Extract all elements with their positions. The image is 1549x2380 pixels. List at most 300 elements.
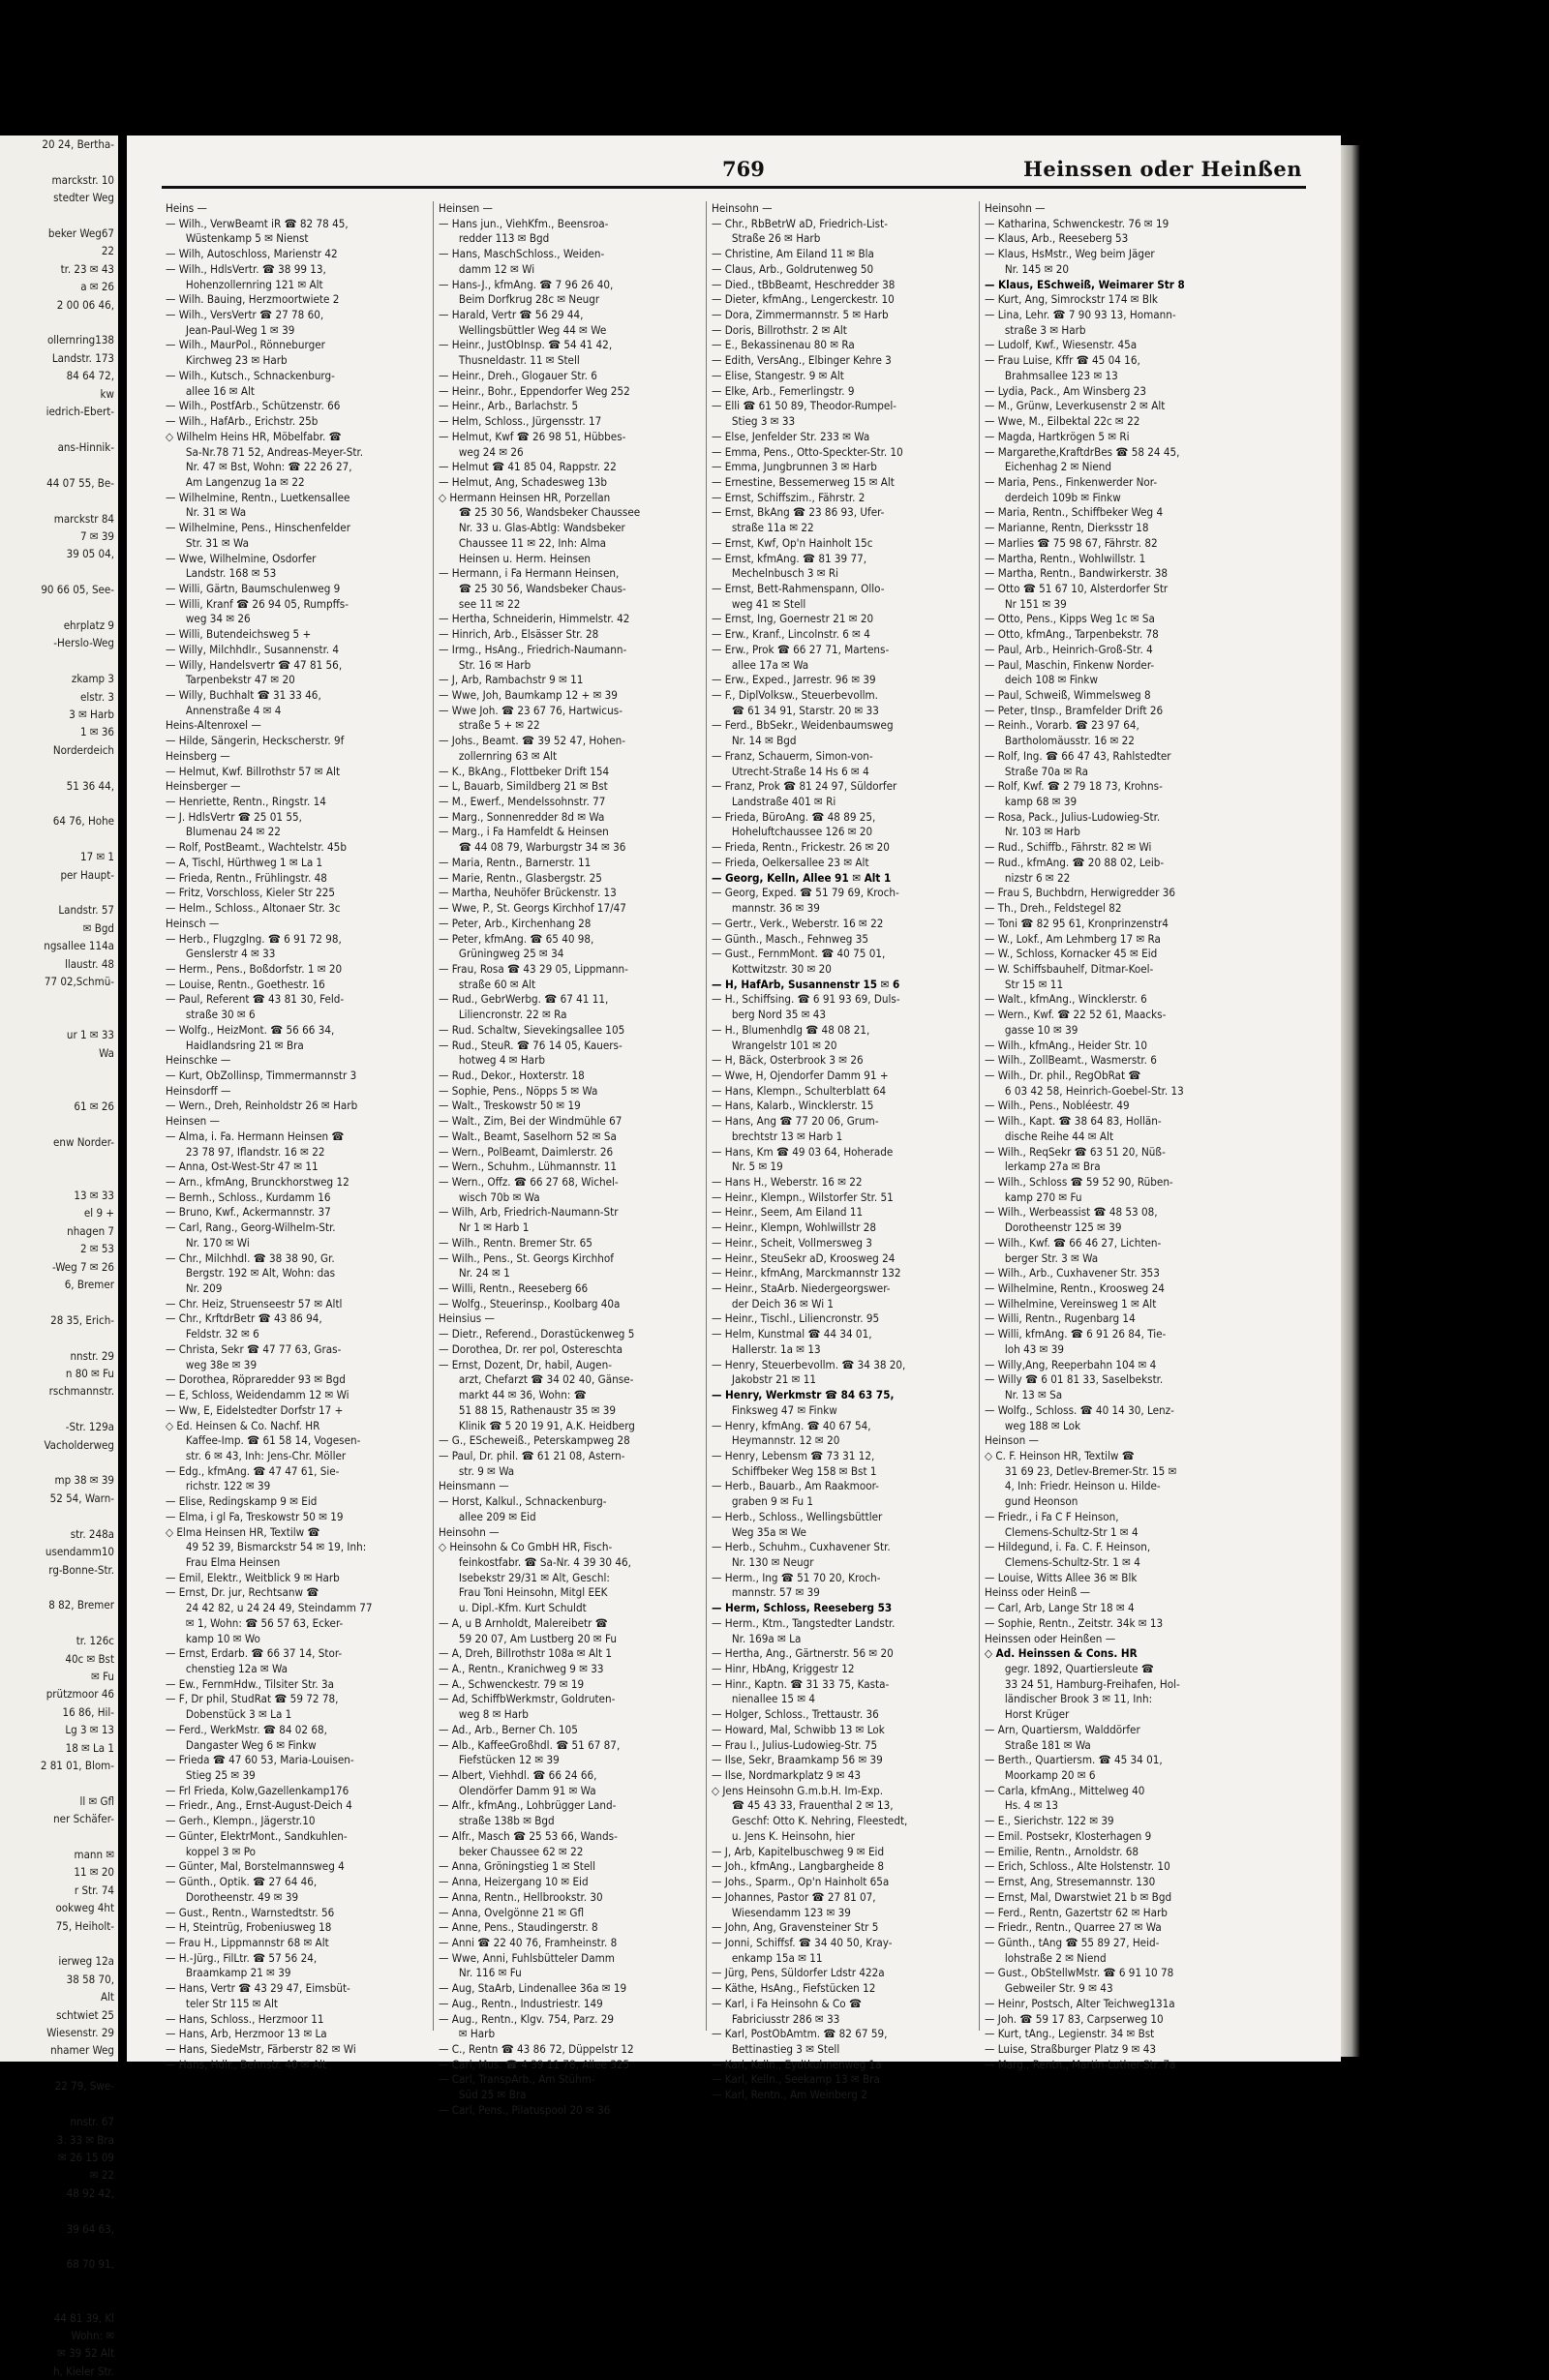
directory-entry-line: — Irmg., HsAng., Friedrich-Naumann- <box>439 642 627 656</box>
directory-entry-line: straße 5 + ✉ 22 <box>439 718 540 733</box>
directory-entry-line: weg 188 ✉ Lok <box>985 1418 1081 1432</box>
directory-entry-line: — Frl Frieda, Kolw,Gazellenkamp176 <box>166 1783 349 1797</box>
directory-entry-line: — Hans, MaschSchloss., Weiden- <box>439 247 605 261</box>
directory-entry-line: — Rolf, PostBeamt., Wachtelstr. 45b <box>166 840 347 855</box>
directory-entry-line: — Heinr., kfmAng, Marckmannstr 132 <box>712 1266 901 1280</box>
directory-entry-line: — Th., Dreh., Feldstegel 82 <box>985 901 1122 916</box>
directory-entry-line: — Wwe, M., Eilbektal 22c ✉ 22 <box>985 414 1140 429</box>
directory-entry-line: — Wilh. Bauing, Herzmoortwiete 2 <box>166 292 340 307</box>
directory-entry-line: — Otto ☎ 51 67 10, Alsterdorfer Str <box>985 581 1169 595</box>
directory-entry-line: — Paul, Schweiß, Wimmelsweg 8 <box>985 688 1151 702</box>
fragment-line: 39 05 04, <box>66 547 114 561</box>
surname-heading: Heinsberg — <box>166 748 230 763</box>
directory-entry-line: Hohenzollernring 121 ✉ Alt <box>166 277 323 291</box>
directory-entry-line: — Walt., Treskowstr 50 ✉ 19 <box>439 1099 581 1113</box>
directory-entry-line: berg Nord 35 ✉ 43 <box>712 1008 827 1022</box>
directory-entry-line: — M., Ewerf., Mendelssohnstr. 77 <box>439 795 606 809</box>
fragment-line: Wa <box>99 1045 114 1060</box>
directory-entry-line: — Marg., i Fa Hamfeldt & Heinsen <box>439 825 609 839</box>
directory-entry-line: — Horst, Kalkul., Schnackenburg- <box>439 1494 607 1509</box>
directory-entry-line: — Wwe, Anni, Fuhlsbütteler Damm <box>439 1950 615 1965</box>
surname-heading: Heinsch — <box>166 916 220 930</box>
directory-entry-line: — Wolfg., Steuerinsp., Koolbarg 40a <box>439 1296 621 1311</box>
directory-entry-line: weg 38e ✉ 39 <box>166 1357 258 1371</box>
directory-entry-line: — Erw., Prok ☎ 66 27 71, Martens- <box>712 642 890 656</box>
directory-entry-line: — Claus, Arb., Goldrutenweg 50 <box>712 261 874 276</box>
directory-entry-line: Kirchweg 23 ✉ Harb <box>166 353 288 368</box>
directory-entry-line: — Hermann, i Fa Hermann Heinsen, <box>439 566 620 581</box>
fragment-line: ✉ 22 <box>89 2168 114 2183</box>
fragment-line: Wiesenstr. 29 <box>46 2026 114 2040</box>
directory-entry-line: — Wwe, Wilhelmine, Osdorfer <box>166 551 317 565</box>
directory-entry-line: — Rud., SteuR. ☎ 76 14 05, Kauers- <box>439 1038 623 1052</box>
directory-entry-line: Nr. 169a ✉ La <box>712 1631 802 1645</box>
directory-entry-line: weg 34 ✉ 26 <box>166 612 251 626</box>
directory-entry-line: — Else, Jenfelder Str. 233 ✉ Wa <box>712 429 870 443</box>
fragment-line <box>0 1935 118 1952</box>
directory-entry-line: — H, Bäck, Osterbrook 3 ✉ 26 <box>712 1053 864 1068</box>
directory-entry-line: — Rud., Dekor., Hoxterstr. 18 <box>439 1068 585 1082</box>
fragment-line: ner Schäfer- <box>53 1812 114 1826</box>
directory-entry-line: — Helmut, Kwf. Billrothstr 57 ✉ Alt <box>166 764 341 778</box>
directory-entry-line: — Maria, Rentn., Barnerstr. 11 <box>439 855 592 869</box>
directory-entry-line: Isebekstr 29/31 ✉ Alt, Geschl: <box>439 1570 610 1584</box>
fragment-line: ngsallee 114a <box>44 939 114 953</box>
directory-entry-line: — Harald, Vertr ☎ 56 29 44, <box>439 308 584 322</box>
directory-entry-line: Kottwitzstr. 30 ✉ 20 <box>712 961 832 976</box>
directory-entry-line: — Marianne, Rentn, Dierksstr 18 <box>985 521 1149 535</box>
directory-entry-line: Bettinastieg 3 ✉ Stell <box>712 2041 840 2056</box>
directory-entry-line: allee 17a ✉ Wa <box>712 657 809 672</box>
directory-entry-line: — Rolf, Kwf. ☎ 2 79 18 73, Krohns- <box>985 779 1163 794</box>
fragment-line: tr. 23 ✉ 43 <box>60 261 114 276</box>
directory-entry-line: Klinik ☎ 5 20 19 91, A.K. Heidberg <box>439 1418 635 1432</box>
directory-entry-line: straße 60 ✉ Alt <box>439 977 536 991</box>
directory-entry-line: — Margarethe,KraftdrBes ☎ 58 24 45, <box>985 444 1180 459</box>
directory-entry-line: lerkamp 27a ✉ Bra <box>985 1160 1101 1174</box>
column-4 <box>985 201 1261 2087</box>
directory-entry-line: — Hans, Arb, Herzmoor 13 ✉ La <box>166 2027 327 2041</box>
directory-entry-line: — Hans, Schloss., Herzmoor 11 <box>166 2011 324 2026</box>
directory-entry-line: — Karl, Kelln., Eydtkuhnenweg 1a <box>712 2057 882 2071</box>
directory-entry-line: — W. Schiffsbauhelf, Ditmar-Koel- <box>985 961 1154 976</box>
surname-heading: Heinsohn — <box>712 201 773 215</box>
directory-entry-line: — Toni ☎ 82 95 61, Kronprinzenstr4 <box>985 916 1169 930</box>
fragment-line: nnstr. 67 <box>70 2115 114 2129</box>
directory-entry-line: — L, Bauarb, Simildberg 21 ✉ Bst <box>439 779 608 794</box>
directory-entry-line: u. Dipl.-Kfm. Kurt Schuldt <box>439 1601 587 1615</box>
directory-entry-line: Dobenstück 3 ✉ La 1 <box>166 1707 292 1722</box>
directory-entry-line: 31 69 23, Detlev-Bremer-Str. 15 ✉ <box>985 1463 1177 1478</box>
fragment-line: -Herslo-Weg <box>53 636 114 650</box>
directory-entry-line: — Wwe, H, Ojendorfer Damm 91 + <box>712 1068 889 1082</box>
directory-entry-line: ländischer Brook 3 ✉ 11, Inh: <box>985 1692 1153 1706</box>
directory-entry-line: — Ww, E, Eidelstedter Dorfstr 17 + <box>166 1402 344 1417</box>
directory-entry-line: Geschf: Otto K. Nehring, Fleestedt, <box>712 1814 908 1828</box>
directory-entry-line: — Wolfg., Schloss. ☎ 40 14 30, Lenz- <box>985 1402 1174 1417</box>
fragment-line: ✉ 39 52 Alt <box>57 2346 114 2361</box>
directory-entry-line: — Carl, Mus. ☎ 4 39 11 78, Allee 325 <box>439 2057 630 2071</box>
directory-entry-line: — Jonni, Schiffsf. ☎ 34 40 50, Kray- <box>712 1935 893 1949</box>
directory-entry-line: Nr. 31 ✉ Wa <box>166 505 247 520</box>
directory-entry-line: — Carl, Rang., Georg-Wilhelm-Str. <box>166 1220 336 1235</box>
directory-entry-line: — Hans, Ang ☎ 77 20 06, Grum- <box>712 1114 879 1129</box>
directory-entry-line: Nr. 103 ✉ Harb <box>985 825 1080 839</box>
fragment-line: nhamer Weg <box>50 2043 114 2058</box>
directory-entry-line: — H., Blumenhdlg ☎ 48 08 21, <box>712 1022 870 1037</box>
directory-entry-line: — Georg, Exped. ☎ 51 79 69, Kroch- <box>712 886 899 900</box>
directory-entry-line: — Willy, Milchhdlr., Susannenstr. 4 <box>166 642 340 656</box>
directory-entry-line: — Wilh., Pens., Nobléestr. 49 <box>985 1099 1130 1113</box>
directory-entry-line: Straße 181 ✉ Wa <box>985 1737 1091 1752</box>
directory-entry-line: — Doris, Billrothstr. 2 ✉ Alt <box>712 322 847 337</box>
directory-entry-line: — John, Ang, Gravensteiner Str 5 <box>712 1920 879 1935</box>
directory-entry-line: Beim Dorfkrug 28c ✉ Neugr <box>439 292 600 307</box>
directory-entry-line: — Magda, Hartkrögen 5 ✉ Ri <box>985 429 1130 443</box>
directory-entry-line: — Herm., Pens., Boßdorfstr. 1 ✉ 20 <box>166 961 343 976</box>
surname-heading: Heinsmann — <box>439 1479 509 1493</box>
directory-entry-line: — Walt., Zim, Bei der Windmühle 67 <box>439 1114 623 1129</box>
directory-entry-line: — Wilh., Kwf. ☎ 66 46 27, Lichten- <box>985 1235 1162 1250</box>
directory-entry-line: — Rud., Schiffb., Fährstr. 82 ✉ Wi <box>985 840 1152 855</box>
directory-entry-line: redder 113 ✉ Bgd <box>439 231 550 246</box>
fragment-line: 84 64 72, <box>66 369 114 383</box>
directory-entry-line: — Ernst, Ang, Stresemannstr. 130 <box>985 1875 1156 1889</box>
directory-entry-line: Hallerstr. 1a ✉ 13 <box>712 1341 821 1356</box>
directory-entry-line: — Carla, kfmAng., Mittelweg 40 <box>985 1783 1145 1797</box>
fragment-line <box>0 795 118 812</box>
directory-entry-line: — Bernh., Schloss., Kurdamm 16 <box>166 1190 331 1204</box>
directory-entry-line: — H.-Jürg., FilLtr. ☎ 57 56 24, <box>166 1950 318 1965</box>
directory-entry-line: — Wern., Offz. ☎ 66 27 68, Wichel- <box>439 1175 619 1189</box>
fragment-line: ll ✉ Gfl <box>79 1793 114 1808</box>
directory-entry-line: straße 30 ✉ 6 <box>166 1008 256 1022</box>
directory-entry-line: — Wern., PolBeamt, Daimlerstr. 26 <box>439 1144 614 1159</box>
fragment-line: 11 ✉ 20 <box>74 1865 114 1880</box>
directory-entry-line: — Wilh., MaurPol., Rönneburger <box>166 338 325 352</box>
fragment-line: h, Kieler Str. <box>52 2364 114 2378</box>
fragment-line <box>0 884 118 901</box>
fragment-line: ✉ Fu <box>91 1669 114 1683</box>
directory-entry-line: ☎ 25 30 56, Wandsbeker Chaussee <box>439 505 641 520</box>
directory-entry-line: nienallee 15 ✉ 4 <box>712 1692 816 1706</box>
directory-entry-line: — Johannes, Pastor ☎ 27 81 07, <box>712 1889 876 1904</box>
directory-entry-line: Genslerstr 4 ✉ 33 <box>166 947 276 961</box>
directory-entry-line: — Anne, Pens., Staudingerstr. 8 <box>439 1920 598 1935</box>
fragment-line: beker Weg67 <box>47 226 114 241</box>
directory-entry-line: — Karl, PostObAmtm. ☎ 82 67 59, <box>712 2027 888 2041</box>
directory-entry-line: Chaussee 11 ✉ 22, Inh: Alma <box>439 535 607 550</box>
directory-entry-line: Stieg 25 ✉ 39 <box>166 1768 256 1783</box>
directory-entry-line: — Günter, ElektrMont., Sandkuhlen- <box>166 1828 348 1843</box>
directory-entry-line: — Henry, kfmAng. ☎ 40 67 54, <box>712 1418 871 1432</box>
directory-entry-line: — Hans, Hdlr., Behnstr. 40 ✉ Alt <box>166 2057 327 2071</box>
fragment-line: 3. 33 ✉ Bra <box>56 2132 114 2147</box>
directory-entry-line: — Marg., Rentn., Martin-Luther-Str. 7a <box>985 2057 1176 2071</box>
directory-entry-line: — H., Schiffsing. ☎ 6 91 93 69, Duls- <box>712 992 900 1007</box>
fragment-line <box>0 563 118 581</box>
directory-entry-line: — Wilh., kfmAng., Heider Str. 10 <box>985 1038 1147 1052</box>
directory-entry-line: Wellingsbüttler Weg 44 ✉ We <box>439 322 607 337</box>
directory-entry-line: — Wwe, Joh, Baumkamp 12 + ✉ 39 <box>439 688 618 702</box>
directory-entry-line: — J, Arb, Rambachstr 9 ✉ 11 <box>439 673 584 687</box>
directory-entry-line: — Wilh., HafArb., Erichstr. 25b <box>166 414 319 429</box>
directory-entry-line: — Willi, kfmAng. ☎ 6 91 26 84, Tie- <box>985 1327 1167 1341</box>
fragment-line: 2 81 01, Blom- <box>40 1758 114 1772</box>
fragment-line: Lg 3 ✉ 13 <box>65 1723 114 1737</box>
directory-entry-line: — Henry, Lebensm ☎ 73 31 12, <box>712 1448 875 1462</box>
fragment-line: marckstr. 10 <box>51 172 114 187</box>
directory-entry-line: — Anna, Heizergang 10 ✉ Eid <box>439 1875 589 1889</box>
directory-entry-line: 4, Inh: Friedr. Heinson u. Hilde- <box>985 1479 1161 1493</box>
directory-entry-line: — Dora, Zimmermannstr. 5 ✉ Harb <box>712 308 889 322</box>
directory-entry-line: ✉ Harb <box>439 2027 496 2041</box>
directory-entry-line: — Friedr., Ang., Ernst-August-Deich 4 <box>166 1798 352 1813</box>
directory-entry-line: — Ernst, kfmAng. ☎ 81 39 77, <box>712 551 867 565</box>
directory-entry-line: — Ernst, Mal, Dwarstwiet 21 b ✉ Bgd <box>985 1889 1172 1904</box>
directory-entry-line: — Wilh., Schloss ☎ 59 52 90, Rüben- <box>985 1175 1173 1189</box>
directory-entry-line: — Elke, Arb., Femerlingstr. 9 <box>712 383 855 398</box>
directory-entry-line: — Ad, SchiffbWerkmstr, Goldruten- <box>439 1692 616 1706</box>
fragment-line: 38 58 70, <box>66 1972 114 1986</box>
directory-entry-line: — Wern., Dreh, Reinholdstr 26 ✉ Harb <box>166 1099 358 1113</box>
fragment-line <box>0 2238 118 2255</box>
directory-entry-line: ◇ Heinsohn & Co GmbH HR, Fisch- <box>439 1540 613 1554</box>
directory-entry-line: — Frau Luise, Kffr ☎ 45 04 16, <box>985 353 1140 368</box>
directory-entry-line: — Wilh., Rentn. Bremer Str. 65 <box>439 1235 592 1250</box>
directory-entry-line: — Hans jun., ViehKfm., Beensroa- <box>439 216 609 230</box>
directory-entry-line: — Gust., ObStellwMstr. ☎ 6 91 10 78 <box>985 1966 1174 1980</box>
directory-entry-line: mannstr. 57 ✉ 39 <box>712 1585 820 1600</box>
page-number: 769 <box>722 157 765 181</box>
directory-entry-line: ◇ Elma Heinsen HR, Textilw ☎ <box>166 1524 320 1539</box>
directory-entry-line: — Wilh, Arb, Friedrich-Naumann-Str <box>439 1205 619 1220</box>
directory-entry-line: — Hans H., Weberstr. 16 ✉ 22 <box>712 1175 863 1189</box>
directory-entry-line: Gebweiler Str. 9 ✉ 43 <box>985 1981 1113 1996</box>
directory-entry-line: — Günter, Mal, Borstelmannsweg 4 <box>166 1859 345 1874</box>
directory-entry-line: — Wilh., PostfArb., Schützenstr. 66 <box>166 399 341 413</box>
directory-entry-line: Nr. 145 ✉ 20 <box>985 261 1070 276</box>
directory-entry-line: — A., Rentn., Kranichweg 9 ✉ 33 <box>439 1662 604 1675</box>
fragment-line: 52 54, Warn- <box>49 1491 114 1505</box>
directory-entry-line: — Herb., Schuhm., Cuxhavener Str. <box>712 1540 891 1554</box>
directory-entry-line: — Hilde, Sängerin, Heckscherstr. 9f <box>166 734 345 748</box>
fragment-line <box>0 2274 118 2291</box>
directory-entry-line: — Wern., Schuhm., Lühmannstr. 11 <box>439 1160 617 1174</box>
fragment-line: 7 ✉ 39 <box>80 528 114 543</box>
directory-entry-line: Nr 1 ✉ Harb 1 <box>439 1220 530 1235</box>
fragment-line: Norderdeich <box>52 742 114 757</box>
directory-entry-line: Jakobstr 21 ✉ 11 <box>712 1372 816 1387</box>
directory-entry-line: — Rolf, Ing. ☎ 66 47 43, Rahlstedter <box>985 748 1171 763</box>
directory-entry-line: — Erw., Kranf., Lincolnstr. 6 ✉ 4 <box>712 627 870 642</box>
directory-entry-line: — Ernst, Dozent, Dr, habil, Augen- <box>439 1357 612 1371</box>
directory-entry-line: — H, HafArb, Susannenstr 15 ✉ 6 <box>712 977 900 991</box>
directory-entry-line: — Georg, Kelln, Allee 91 ✉ Alt 1 <box>712 870 892 885</box>
directory-entry-line: Mechelnbusch 3 ✉ Ri <box>712 566 839 581</box>
directory-entry-line: straße 3 ✉ Harb <box>985 322 1086 337</box>
directory-entry-line: — Erich, Schloss., Alte Holstenstr. 10 <box>985 1859 1170 1874</box>
directory-entry-line: ◇ Ed. Heinsen & Co. Nachf. HR <box>166 1418 320 1432</box>
directory-entry-line: Utrecht-Straße 14 Hs 6 ✉ 4 <box>712 764 869 778</box>
directory-entry-line: — Willy, Handelsvertr ☎ 47 81 56, <box>166 657 343 672</box>
directory-entry-line: Braamkamp 21 ✉ 39 <box>166 1966 291 1980</box>
directory-entry-line: — Herm., Ing ☎ 51 70 20, Kroch- <box>712 1570 881 1584</box>
directory-entry-line: — Alb., KaffeeGroßhdl. ☎ 51 67 87, <box>439 1737 621 1752</box>
surname-heading: Heinsdorff — <box>166 1083 231 1098</box>
fragment-line <box>0 1080 118 1098</box>
surname-heading: Heinson — <box>985 1433 1039 1448</box>
directory-entry-line: Dangaster Weg 6 ✉ Finkw <box>166 1737 317 1752</box>
directory-entry-line: allee 16 ✉ Alt <box>166 383 255 398</box>
directory-page <box>127 136 1341 2117</box>
directory-entry-line: — Gerh., Klempn., Jägerstr.10 <box>166 1814 316 1828</box>
directory-entry-line: — Ludolf, Kwf., Wiesenstr. 45a <box>985 338 1138 352</box>
directory-entry-line: 23 78 97, Iflandstr. 16 ✉ 22 <box>166 1144 325 1159</box>
directory-entry-line: allee 209 ✉ Eid <box>439 1509 536 1523</box>
directory-entry-line: arzt, Chefarzt ☎ 34 02 40, Gänse- <box>439 1372 634 1387</box>
directory-entry-line: — Kurt, Ang, Simrockstr 174 ✉ Blk <box>985 292 1158 307</box>
directory-entry-line: — Frieda, Rentn., Frühlingstr. 48 <box>166 870 327 885</box>
directory-entry-line: — Heinr., Dreh., Glogauer Str. 6 <box>439 368 597 382</box>
directory-entry-line: — Arn., kfmAng, Brunckhorstweg 12 <box>166 1175 349 1189</box>
directory-entry-line: — Frieda ☎ 47 60 53, Maria-Louisen- <box>166 1753 354 1767</box>
directory-entry-line: — Emma, Pens., Otto-Speckter-Str. 10 <box>712 444 903 459</box>
directory-entry-line: chenstieg 12a ✉ Wa <box>166 1662 289 1675</box>
directory-entry-line: — Anna, Ovelgönne 21 ✉ Gfl <box>439 1905 585 1919</box>
fragment-line: 40c ✉ Bst <box>65 1651 114 1666</box>
directory-entry-line: — Christine, Am Eiland 11 ✉ Bla <box>712 247 874 261</box>
fragment-line: 8 82, Bremer <box>48 1598 114 1612</box>
fragment-line <box>0 1293 118 1311</box>
directory-entry-line: Brahmsallee 123 ✉ 13 <box>985 368 1118 382</box>
directory-entry-line: — Joh., kfmAng., Langbargheide 8 <box>712 1859 884 1874</box>
directory-entry-line: ◇ Wilhelm Heins HR, Möbelfabr. ☎ <box>166 429 342 443</box>
fragment-line: 18 ✉ La 1 <box>65 1740 114 1755</box>
directory-entry-line: — Ew., FernmHdw., Tilsiter Str. 3a <box>166 1676 335 1691</box>
directory-entry-line: — Wilh., VerwBeamt iR ☎ 82 78 45, <box>166 216 349 230</box>
directory-entry-line: — Herb., Bauarb., Am Raakmoor- <box>712 1479 879 1493</box>
fragment-line: rschmannstr. <box>48 1384 114 1399</box>
directory-entry-line: 59 20 07, Am Lustberg 20 ✉ Fu <box>439 1631 617 1645</box>
column-divider <box>433 201 434 2031</box>
directory-entry-line: — Wilh., Arb., Cuxhavener Str. 353 <box>985 1266 1160 1280</box>
directory-entry-line: — E., Bekassinenau 80 ✉ Ra <box>712 338 855 352</box>
directory-entry-line: Wiesendamm 123 ✉ 39 <box>712 1905 851 1919</box>
fragment-line <box>0 1009 118 1026</box>
directory-entry-line: 6 03 42 58, Heinrich-Goebel-Str. 13 <box>985 1083 1184 1098</box>
directory-entry-line: der Deich 36 ✉ Wi 1 <box>712 1296 835 1311</box>
fragment-line: per Haupt- <box>60 867 114 882</box>
directory-entry-line: — Johs., Sparm., Op'n Hainholt 65a <box>712 1875 890 1889</box>
directory-entry-line: — Willi, Gärtn, Baumschulenweg 9 <box>166 581 341 595</box>
directory-entry-line: — Howard, Mal, Schwibb 13 ✉ Lok <box>712 1722 885 1736</box>
directory-entry-line: — Carl, TranspArb., Am Stühm- <box>439 2072 595 2087</box>
directory-entry-line: — Herb., Flugzglng. ☎ 6 91 72 98, <box>166 931 342 946</box>
surname-heading: Heinsohn — <box>439 1524 500 1539</box>
directory-entry-line: weg 24 ✉ 26 <box>439 444 524 459</box>
directory-entry-line: Nr. 24 ✉ 1 <box>439 1266 510 1280</box>
directory-entry-line: — Marlies ☎ 75 98 67, Fährstr. 82 <box>985 535 1158 550</box>
directory-entry-line: — M., Grünw, Leverkusenstr 2 ✉ Alt <box>985 399 1166 413</box>
directory-entry-line: — A, Dreh, Billrothstr 108a ✉ Alt 1 <box>439 1646 613 1661</box>
directory-entry-line: — Frau H., Lippmannstr 68 ✉ Alt <box>166 1935 329 1949</box>
directory-entry-line: — Wern., Kwf. ☎ 22 52 61, Maacks- <box>985 1008 1167 1022</box>
fragment-line <box>0 1062 118 1079</box>
directory-entry-line: Str 15 ✉ 11 <box>985 977 1064 991</box>
fragment-line: 2 00 06 46, <box>56 297 114 312</box>
directory-entry-line: — Wilhelmine, Rentn., Luetkensallee <box>166 490 350 504</box>
directory-entry-line: — Rosa, Pack., Julius-Ludowieg-Str. <box>985 809 1161 824</box>
directory-entry-line: — Klaus, Arb., Reeseberg 53 <box>985 231 1129 246</box>
directory-entry-line: Moorkamp 20 ✉ 6 <box>985 1768 1096 1783</box>
fragment-line: 64 76, Hohe <box>52 814 114 828</box>
fragment-line <box>0 1454 118 1471</box>
directory-entry-line: — Helm., Schloss., Altonaer Str. 3c <box>166 901 341 916</box>
directory-entry-line: — Arn, Quartiersm, Walddörfer <box>985 1722 1140 1736</box>
directory-entry-line: — Hertha, Schneiderin, Himmelstr. 42 <box>439 612 630 626</box>
directory-entry-line: kamp 10 ✉ Wo <box>166 1631 260 1645</box>
directory-entry-line: Nr. 47 ✉ Bst, Wohn: ☎ 22 26 27, <box>166 460 352 474</box>
fragment-line <box>0 1169 118 1187</box>
fragment-line: 2 ✉ 53 <box>80 1242 114 1256</box>
fragment-line: schtwiet 25 <box>56 2007 114 2022</box>
surname-heading: Heinsen — <box>166 1114 220 1129</box>
fragment-line: Vacholderweg <box>44 1437 114 1452</box>
fragment-line: -Str. 129a <box>65 1420 114 1434</box>
directory-entry-line: Thusneldastr. 11 ✉ Stell <box>439 353 580 368</box>
directory-entry-line: see 11 ✉ 22 <box>439 596 521 611</box>
directory-entry-line: Hoheluftchaussee 126 ✉ 20 <box>712 825 873 839</box>
directory-entry-line: — Elma, i gl Fa, Treskowstr 50 ✉ 19 <box>166 1509 344 1523</box>
fragment-line: 17 ✉ 1 <box>80 850 114 864</box>
directory-entry-line: kamp 270 ✉ Fu <box>985 1190 1082 1204</box>
directory-entry-line: berger Str. 3 ✉ Wa <box>985 1250 1099 1265</box>
directory-entry-line: — Louise, Witts Allee 36 ✉ Blk <box>985 1570 1138 1584</box>
fragment-line: ✉ Bgd <box>82 920 114 935</box>
directory-entry-line: Jean-Paul-Weg 1 ✉ 39 <box>166 322 295 337</box>
directory-entry-line: dische Reihe 44 ✉ Alt <box>985 1129 1114 1143</box>
directory-entry-line: ☎ 45 43 33, Frauenthal 2 ✉ 13, <box>712 1798 894 1813</box>
directory-entry-line: — Fritz, Vorschloss, Kieler Str 225 <box>166 886 336 900</box>
directory-entry-line: Schiffbeker Weg 158 ✉ Bst 1 <box>712 1463 877 1478</box>
directory-entry-line: Dorotheenstr. 49 ✉ 39 <box>166 1889 299 1904</box>
directory-entry-line: — Wilh., Kapt. ☎ 38 64 83, Hollän- <box>985 1114 1162 1129</box>
directory-entry-line: — Karl, Kelln., Seekamp 13 ✉ Bra <box>712 2072 880 2087</box>
surname-heading: Heinssen oder Heinßen — <box>985 1631 1116 1645</box>
fragment-line: usendamm10 <box>45 1545 114 1559</box>
directory-entry-line: — F., DiplVolksw., Steuerbevollm. <box>712 688 878 702</box>
directory-entry-line: — Helmut, Ang, Schadesweg 13b <box>439 474 608 489</box>
directory-entry-line: — Peter, kfmAng. ☎ 65 40 98, <box>439 931 594 946</box>
fragment-line <box>0 652 118 670</box>
fragment-line: 3 ✉ Harb <box>69 708 114 721</box>
directory-entry-line: — Albert, Viehhdl. ☎ 66 24 66, <box>439 1768 597 1783</box>
directory-entry-line: — W., Schloss, Kornacker 45 ✉ Eid <box>985 947 1158 961</box>
directory-entry-line: — Dorothea, Dr. rer pol, Ostereschta <box>439 1341 623 1356</box>
directory-entry-line: ☎ 61 34 91, Starstr. 20 ✉ 33 <box>712 703 879 717</box>
directory-entry-line: — Frieda, Oelkersallee 23 ✉ Alt <box>712 855 869 869</box>
directory-entry-line: — Ferd., Rentn, Gazertstr 62 ✉ Harb <box>985 1905 1168 1919</box>
directory-entry-line: Nr. 209 <box>166 1281 223 1296</box>
directory-entry-line: — Elise, Redingskamp 9 ✉ Eid <box>166 1494 318 1509</box>
directory-entry-line: u. Jens K. Heinsohn, hier <box>712 1828 856 1843</box>
directory-entry-line: — Bruno, Kwf., Ackermannstr. 37 <box>166 1205 331 1220</box>
directory-entry-line: 24 42 82, u 24 24 49, Steindamm 77 <box>166 1601 373 1615</box>
fragment-line <box>0 2291 118 2308</box>
directory-entry-line: — Klaus, HsMstr., Weg beim Jäger <box>985 247 1155 261</box>
directory-entry-line: derdeich 109b ✉ Finkw <box>985 490 1121 504</box>
